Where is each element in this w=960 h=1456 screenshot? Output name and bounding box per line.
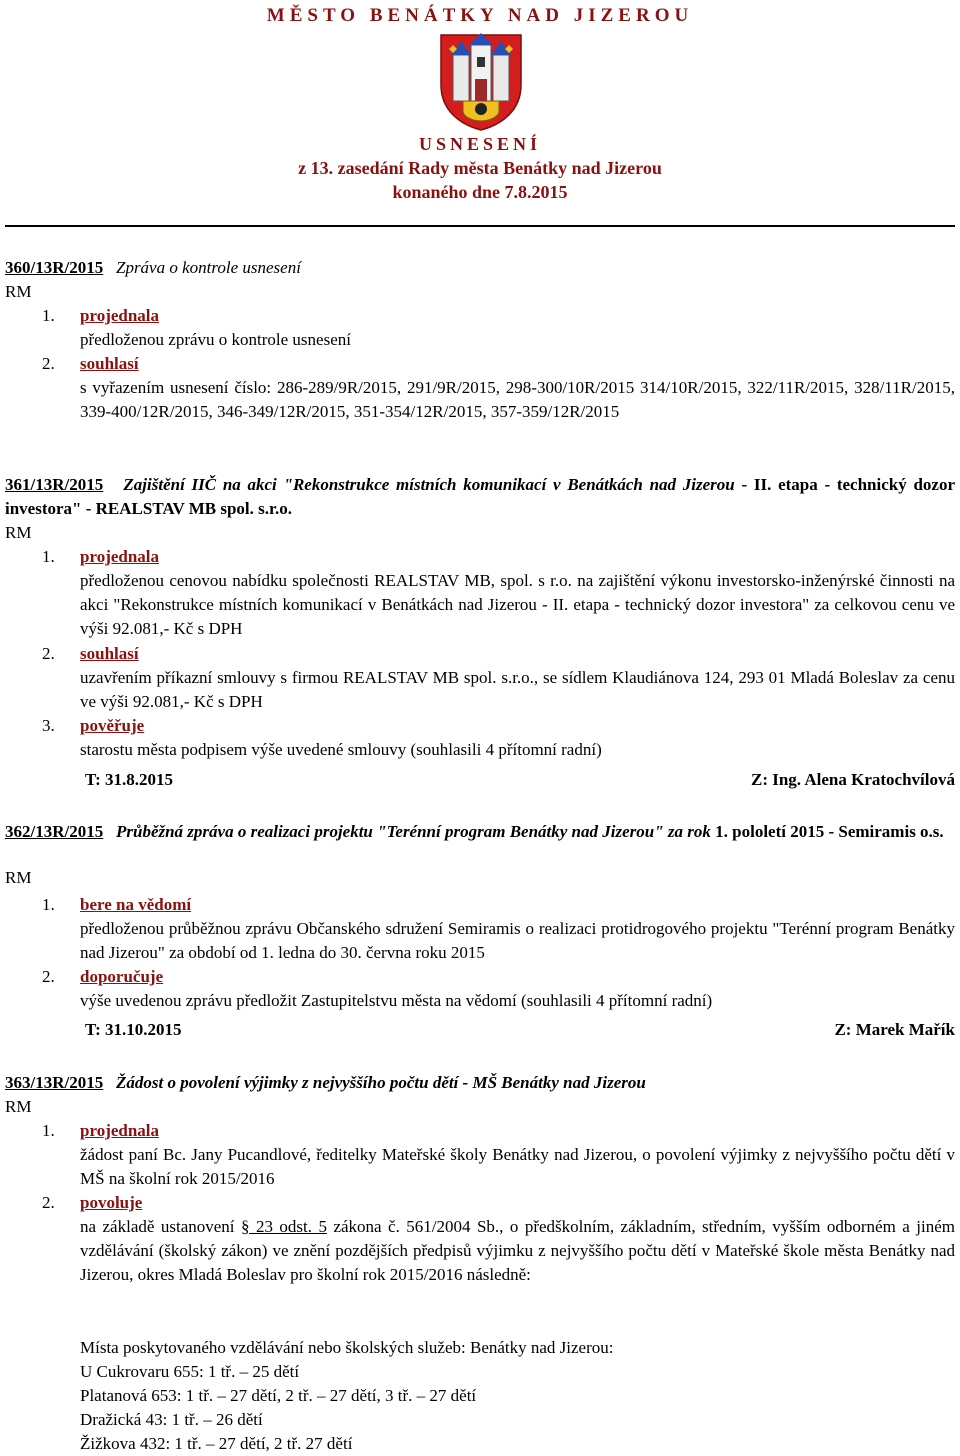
town-coat-of-arms-icon bbox=[439, 33, 523, 131]
item-verb: projednala bbox=[80, 1121, 160, 1140]
item-number: 2. bbox=[42, 967, 55, 986]
item-verb: bere na vědomí bbox=[80, 895, 192, 914]
item-verb: souhlasí bbox=[80, 354, 139, 373]
resolution-subject-tail: 1. pololetí 2015 - Semiramis o.s. bbox=[715, 822, 944, 841]
rm-label: RM bbox=[5, 282, 32, 301]
item-text-b: zákona č. 561/2004 Sb., o předškolním, základním, středním, vyšším odborném a jiném vzdělávání (školský zákon) ve znění pozdějších předpisů výjimku z nejvyššího počtu dětí v Mateřské škole města Benátky nad Jizerou, okres Mladá Boleslav pro školní rok 2015/2016 následně: bbox=[80, 1217, 956, 1284]
item-number: 2. bbox=[42, 354, 55, 373]
item-verb: projednala bbox=[80, 547, 160, 566]
resolution-361-title bbox=[5, 473, 955, 521]
resolution-number: 362/13R/2015 bbox=[5, 822, 104, 841]
resolution-subject: Průběžná zpráva o realizaci projektu "Terénní program Benátky nad Jizerou" za rok bbox=[115, 822, 711, 841]
item-verb: doporučuje bbox=[80, 967, 164, 986]
places-heading: Místa poskytovaného vzdělávání nebo školských služeb: Benátky nad Jizerou: bbox=[80, 1338, 614, 1357]
rm-label: RM bbox=[5, 1097, 32, 1116]
town-heading: MĚSTO BENÁTKY NAD JIZEROU bbox=[266, 5, 694, 26]
item-number: 2. bbox=[42, 1193, 55, 1212]
rm-label: RM bbox=[5, 868, 32, 887]
item-verb: pověřuje bbox=[80, 716, 145, 735]
meeting-line: z 13. zasedání Rady města Benátky nad Jizerou bbox=[298, 158, 662, 178]
item-text: starostu města podpisem výše uvedené smlouvy (souhlasili 4 přítomní radní) bbox=[80, 740, 602, 759]
item-number: 3. bbox=[42, 716, 55, 735]
item-number: 2. bbox=[42, 644, 55, 663]
meeting-date-line: konaného dne 7.8.2015 bbox=[392, 182, 568, 202]
resolution-subject: Zpráva o kontrole usnesení bbox=[115, 258, 301, 277]
resolution-363-title bbox=[5, 1071, 955, 1095]
item-text: s vyřazením usnesení číslo: 286-289/9R/2015, 291/9R/2015, 298-300/10R/2015 314/10R/2015, 322/11R/2015, 328/11R/2015, 339-400/12R/2015, 346-349/12R/2015, 351-354/12R/2015, 357-359/12R/2015 bbox=[80, 378, 955, 421]
item-text: žádost paní Bc. Jany Pucandlové, ředitelky Mateřské školy Benátky nad Jizerou, o povolení výjimky z nejvyššího počtu dětí v MŠ na školní rok 2015/2016 bbox=[80, 1145, 955, 1188]
resolution-subject: Zajištění IIČ na akci "Rekonstrukce místních komunikací v Benátkách nad Jizerou bbox=[123, 475, 735, 494]
item-text: předloženou cenovou nabídku společnosti REALSTAV MB, spol. s r.o. na zajištění výkonu investorsko-inženýrské činnosti na akci "Rekonstrukce místních komunikací v Benátkách nad Jizerou - II. etapa - technický dozor investora" za celkovou cenu ve výši 92.081,- Kč s DPH bbox=[80, 571, 955, 638]
resolution-subject-tail: - II. etapa - technický dozor investora" - REALSTAV MB spol. s.r.o. bbox=[5, 475, 956, 518]
item-number: 1. bbox=[42, 547, 55, 566]
header-divider bbox=[5, 225, 955, 227]
law-section-link[interactable]: § 23 odst. 5 bbox=[241, 1217, 327, 1236]
item-number: 1. bbox=[42, 306, 55, 325]
item-text: uzavřením příkazní smlouvy s firmou REALSTAV MB spol. s.r.o., se sídlem Klaudiánova 124, 293 01 Mladá Boleslav za cenu ve výši 92.081,- Kč s DPH bbox=[80, 668, 955, 711]
place-line: U Cukrovaru 655: 1 tř. – 25 dětí bbox=[80, 1362, 300, 1381]
place-line: Dražická 43: 1 tř. – 26 dětí bbox=[80, 1410, 263, 1429]
resolution-number: 360/13R/2015 bbox=[5, 258, 104, 277]
item-verb: projednala bbox=[80, 306, 160, 325]
item-text: předloženou zprávu o kontrole usnesení bbox=[80, 330, 351, 349]
resolution-header bbox=[5, 132, 955, 204]
item-text-a: na základě ustanovení bbox=[80, 1217, 235, 1236]
rm-label: RM bbox=[5, 523, 32, 542]
document-title: USNESENÍ bbox=[418, 134, 542, 154]
item-number: 1. bbox=[42, 895, 55, 914]
resolution-number: 361/13R/2015 bbox=[5, 475, 104, 494]
item-text: předloženou průběžnou zprávu Občanského sdružení Semiramis o realizaci protidrogového projektu "Terénní program Benátky nad Jizerou" za období od 1. ledna do 30. června roku 2015 bbox=[80, 919, 955, 962]
responsible-person: Z: Marek Mařík bbox=[834, 1020, 955, 1039]
deadline: T: 31.8.2015 bbox=[85, 770, 173, 789]
item-text: výše uvedenou zprávu předložit Zastupitelstvu města na vědomí (souhlasili 4 přítomní radní) bbox=[80, 991, 713, 1010]
resolution-number: 363/13R/2015 bbox=[5, 1073, 104, 1092]
deadline: T: 31.10.2015 bbox=[85, 1020, 182, 1039]
resolution-subject: Žádost o povolení výjimky z nejvyššího počtu dětí - MŠ Benátky nad Jizerou bbox=[115, 1073, 646, 1092]
place-line: Platanová 653: 1 tř. – 27 dětí, 2 tř. – 27 dětí, 3 tř. – 27 dětí bbox=[80, 1386, 477, 1405]
item-number: 1. bbox=[42, 1121, 55, 1140]
resolution-360-title bbox=[5, 256, 955, 280]
item-text bbox=[80, 1215, 955, 1287]
responsible-person: Z: Ing. Alena Kratochvílová bbox=[750, 770, 955, 789]
place-line: Žižkova 432: 1 tř. – 27 dětí, 2 tř. 27 dětí bbox=[80, 1434, 353, 1453]
resolution-362-title bbox=[5, 820, 955, 844]
item-verb: povoluje bbox=[80, 1193, 143, 1212]
item-verb: souhlasí bbox=[80, 644, 139, 663]
